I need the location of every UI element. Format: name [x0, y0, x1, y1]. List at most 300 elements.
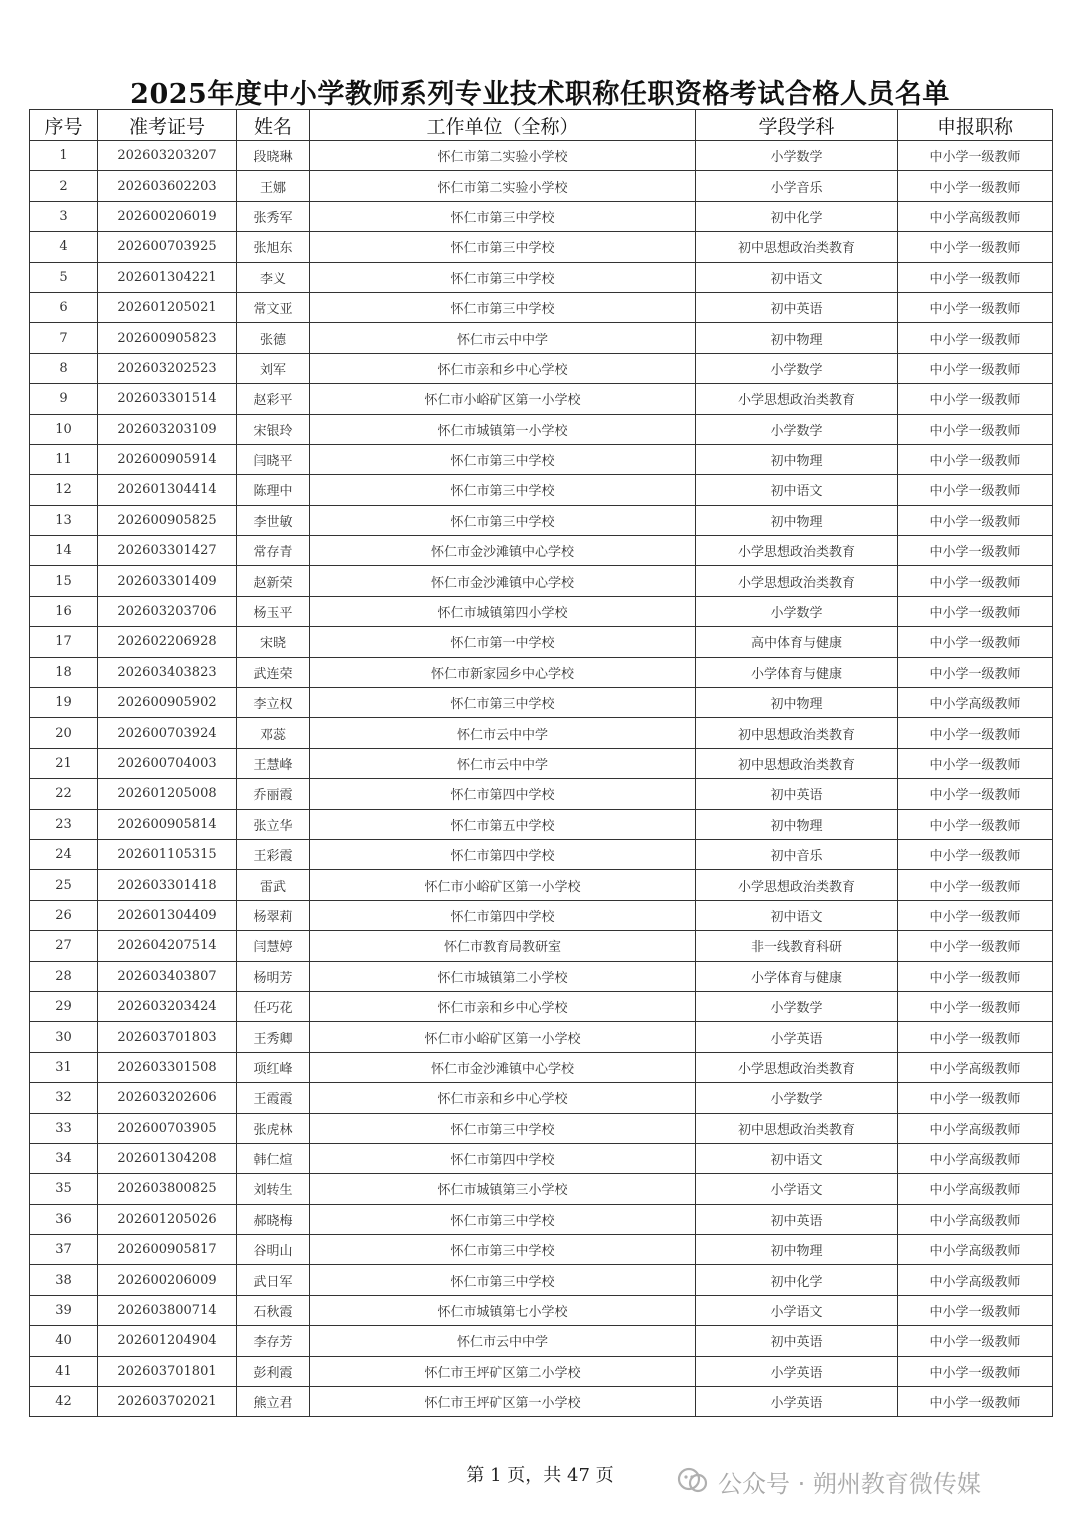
- cell-subject: 初中英语: [696, 292, 898, 322]
- table-row: [30, 839, 1053, 869]
- cell-work-unit: 怀仁市第三中学校: [310, 688, 696, 718]
- cell-work-unit: 怀仁市第四中学校: [310, 900, 696, 930]
- cell-name: 赵新荣: [237, 566, 310, 596]
- cell-ticket-number: 202603602203: [98, 171, 237, 201]
- cell-ticket-number: 202603701801: [98, 1356, 237, 1386]
- cell-subject: 初中英语: [696, 779, 898, 809]
- cell-subject: 初中思想政治类教育: [696, 1113, 898, 1143]
- cell-index: 14: [30, 536, 98, 566]
- cell-index: 38: [30, 1265, 98, 1295]
- cell-name: 赵彩平: [237, 384, 310, 414]
- cell-title-applied: 中小学一级教师: [898, 961, 1053, 991]
- cell-subject: 小学数学: [696, 1083, 898, 1113]
- cell-name: 谷明山: [237, 1235, 310, 1265]
- cell-name: 张立华: [237, 809, 310, 839]
- cell-index: 11: [30, 444, 98, 474]
- table-row: [30, 414, 1053, 444]
- cell-name: 张虎林: [237, 1113, 310, 1143]
- cell-index: 41: [30, 1356, 98, 1386]
- cell-ticket-number: 202603203706: [98, 596, 237, 626]
- cell-index: 35: [30, 1174, 98, 1204]
- cell-subject: 小学英语: [696, 1356, 898, 1386]
- cell-index: 33: [30, 1113, 98, 1143]
- cell-name: 雷武: [237, 870, 310, 900]
- cell-subject: 高中体育与健康: [696, 627, 898, 657]
- cell-ticket-number: 202603203424: [98, 991, 237, 1021]
- cell-work-unit: 怀仁市城镇第四小学校: [310, 596, 696, 626]
- table-row: [30, 991, 1053, 1021]
- cell-index: 27: [30, 931, 98, 961]
- header-subject: 学段学科: [696, 110, 898, 141]
- cell-title-applied: 中小学一级教师: [898, 779, 1053, 809]
- cell-ticket-number: 202603301508: [98, 1052, 237, 1082]
- cell-ticket-number: 202601205026: [98, 1204, 237, 1234]
- cell-title-applied: 中小学一级教师: [898, 323, 1053, 353]
- cell-subject: 初中物理: [696, 809, 898, 839]
- cell-name: 杨玉平: [237, 596, 310, 626]
- header-work-unit: 工作单位（全称）: [310, 110, 696, 141]
- cell-title-applied: 中小学一级教师: [898, 1083, 1053, 1113]
- page-number: 第 1 页，共 47 页: [466, 1465, 614, 1486]
- cell-ticket-number: 202600905823: [98, 323, 237, 353]
- table-row: [30, 201, 1053, 231]
- cell-title-applied: 中小学一级教师: [898, 505, 1053, 535]
- cell-name: 杨明芳: [237, 961, 310, 991]
- cell-work-unit: 怀仁市第三中学校: [310, 201, 696, 231]
- cell-title-applied: 中小学高级教师: [898, 1235, 1053, 1265]
- cell-work-unit: 怀仁市王坪矿区第一小学校: [310, 1387, 696, 1417]
- cell-index: 39: [30, 1295, 98, 1325]
- cell-title-applied: 中小学一级教师: [898, 444, 1053, 474]
- cell-subject: 小学数学: [696, 596, 898, 626]
- cell-name: 韩仁煊: [237, 1143, 310, 1173]
- cell-subject: 小学语文: [696, 1174, 898, 1204]
- cell-index: 25: [30, 870, 98, 900]
- cell-name: 邓蕊: [237, 718, 310, 748]
- cell-ticket-number: 202600905825: [98, 505, 237, 535]
- cell-subject: 小学数学: [696, 141, 898, 171]
- cell-ticket-number: 202600206019: [98, 201, 237, 231]
- table-row: [30, 870, 1053, 900]
- cell-name: 李世敏: [237, 505, 310, 535]
- qualified-staff-table: [29, 109, 1053, 1417]
- cell-title-applied: 中小学一级教师: [898, 384, 1053, 414]
- cell-work-unit: 怀仁市云中中学: [310, 323, 696, 353]
- cell-work-unit: 怀仁市新家园乡中心学校: [310, 657, 696, 687]
- cell-index: 15: [30, 566, 98, 596]
- cell-work-unit: 怀仁市云中中学: [310, 748, 696, 778]
- table-row: [30, 323, 1053, 353]
- cell-ticket-number: 202600704003: [98, 748, 237, 778]
- table-row: [30, 353, 1053, 383]
- cell-name: 张秀军: [237, 201, 310, 231]
- cell-subject: 初中语文: [696, 475, 898, 505]
- table-row: [30, 384, 1053, 414]
- cell-name: 王秀卿: [237, 1022, 310, 1052]
- cell-title-applied: 中小学一级教师: [898, 414, 1053, 444]
- cell-ticket-number: 202603301409: [98, 566, 237, 596]
- cell-index: 26: [30, 900, 98, 930]
- cell-title-applied: 中小学一级教师: [898, 1022, 1053, 1052]
- cell-subject: 小学英语: [696, 1022, 898, 1052]
- cell-title-applied: 中小学一级教师: [898, 475, 1053, 505]
- cell-subject: 初中物理: [696, 323, 898, 353]
- cell-index: 23: [30, 809, 98, 839]
- cell-work-unit: 怀仁市第三中学校: [310, 1265, 696, 1295]
- cell-title-applied: 中小学高级教师: [898, 1113, 1053, 1143]
- cell-title-applied: 中小学高级教师: [898, 1174, 1053, 1204]
- table-row: [30, 1204, 1053, 1234]
- cell-title-applied: 中小学一级教师: [898, 1326, 1053, 1356]
- cell-title-applied: 中小学高级教师: [898, 1265, 1053, 1295]
- cell-ticket-number: 202603203109: [98, 414, 237, 444]
- wechat-official-account-icon: [676, 1467, 710, 1495]
- cell-work-unit: 怀仁市第二实验小学校: [310, 171, 696, 201]
- cell-title-applied: 中小学一级教师: [898, 870, 1053, 900]
- cell-ticket-number: 202600703925: [98, 232, 237, 262]
- cell-ticket-number: 202600703905: [98, 1113, 237, 1143]
- cell-name: 彭利霞: [237, 1356, 310, 1386]
- cell-title-applied: 中小学一级教师: [898, 141, 1053, 171]
- cell-index: 34: [30, 1143, 98, 1173]
- cell-index: 36: [30, 1204, 98, 1234]
- cell-ticket-number: 202603403807: [98, 961, 237, 991]
- cell-subject: 初中物理: [696, 444, 898, 474]
- cell-title-applied: 中小学高级教师: [898, 201, 1053, 231]
- cell-ticket-number: 202601204904: [98, 1326, 237, 1356]
- cell-title-applied: 中小学一级教师: [898, 292, 1053, 322]
- cell-ticket-number: 202603202606: [98, 1083, 237, 1113]
- cell-title-applied: 中小学高级教师: [898, 1143, 1053, 1173]
- cell-name: 王霞霞: [237, 1083, 310, 1113]
- cell-index: 2: [30, 171, 98, 201]
- table-row: [30, 1235, 1053, 1265]
- cell-work-unit: 怀仁市第三中学校: [310, 262, 696, 292]
- cell-title-applied: 中小学一级教师: [898, 536, 1053, 566]
- document-title: 2025年度中小学教师系列专业技术职称任职资格考试合格人员名单: [130, 79, 950, 110]
- table-body: [30, 141, 1053, 1417]
- cell-name: 段晓琳: [237, 141, 310, 171]
- table-row: [30, 1174, 1053, 1204]
- cell-name: 刘转生: [237, 1174, 310, 1204]
- cell-index: 5: [30, 262, 98, 292]
- cell-name: 武日军: [237, 1265, 310, 1295]
- cell-index: 4: [30, 232, 98, 262]
- cell-subject: 小学体育与健康: [696, 657, 898, 687]
- cell-work-unit: 怀仁市城镇第二小学校: [310, 961, 696, 991]
- cell-index: 9: [30, 384, 98, 414]
- cell-name: 王彩霞: [237, 839, 310, 869]
- watermark: [676, 1463, 981, 1499]
- table-header-row: [30, 110, 1053, 141]
- cell-title-applied: 中小学一级教师: [898, 809, 1053, 839]
- table-row: [30, 1143, 1053, 1173]
- cell-work-unit: 怀仁市金沙滩镇中心学校: [310, 1052, 696, 1082]
- cell-name: 李立权: [237, 688, 310, 718]
- table-row: [30, 1265, 1053, 1295]
- table-row: [30, 657, 1053, 687]
- cell-ticket-number: 202603202523: [98, 353, 237, 383]
- cell-ticket-number: 202600905914: [98, 444, 237, 474]
- cell-ticket-number: 202603403823: [98, 657, 237, 687]
- header-name: 姓名: [237, 110, 310, 141]
- cell-title-applied: 中小学一级教师: [898, 566, 1053, 596]
- cell-name: 郝晓梅: [237, 1204, 310, 1234]
- cell-ticket-number: 202600703924: [98, 718, 237, 748]
- cell-title-applied: 中小学一级教师: [898, 232, 1053, 262]
- cell-work-unit: 怀仁市小峪矿区第一小学校: [310, 870, 696, 900]
- cell-ticket-number: 202603301514: [98, 384, 237, 414]
- cell-work-unit: 怀仁市城镇第一小学校: [310, 414, 696, 444]
- cell-ticket-number: 202603301418: [98, 870, 237, 900]
- cell-title-applied: 中小学一级教师: [898, 657, 1053, 687]
- cell-work-unit: 怀仁市第三中学校: [310, 475, 696, 505]
- table-row: [30, 1326, 1053, 1356]
- cell-subject: 小学思想政治类教育: [696, 870, 898, 900]
- cell-name: 宋晓: [237, 627, 310, 657]
- watermark-text: 公众号 · 朔州教育微传媒: [718, 1469, 981, 1498]
- cell-title-applied: 中小学一级教师: [898, 1387, 1053, 1417]
- cell-work-unit: 怀仁市金沙滩镇中心学校: [310, 536, 696, 566]
- cell-ticket-number: 202600206009: [98, 1265, 237, 1295]
- cell-title-applied: 中小学一级教师: [898, 839, 1053, 869]
- table-row: [30, 141, 1053, 171]
- cell-work-unit: 怀仁市王坪矿区第二小学校: [310, 1356, 696, 1386]
- cell-ticket-number: 202601304208: [98, 1143, 237, 1173]
- cell-subject: 初中语文: [696, 900, 898, 930]
- cell-index: 40: [30, 1326, 98, 1356]
- cell-index: 29: [30, 991, 98, 1021]
- cell-index: 37: [30, 1235, 98, 1265]
- table-row: [30, 1113, 1053, 1143]
- cell-index: 6: [30, 292, 98, 322]
- cell-name: 宋银玲: [237, 414, 310, 444]
- cell-subject: 初中思想政治类教育: [696, 232, 898, 262]
- cell-work-unit: 怀仁市亲和乡中心学校: [310, 1083, 696, 1113]
- cell-ticket-number: 202601304409: [98, 900, 237, 930]
- cell-work-unit: 怀仁市第三中学校: [310, 292, 696, 322]
- cell-work-unit: 怀仁市第四中学校: [310, 1143, 696, 1173]
- cell-subject: 小学数学: [696, 991, 898, 1021]
- cell-subject: 小学思想政治类教育: [696, 1052, 898, 1082]
- cell-ticket-number: 202603203207: [98, 141, 237, 171]
- cell-title-applied: 中小学一级教师: [898, 991, 1053, 1021]
- cell-work-unit: 怀仁市亲和乡中心学校: [310, 991, 696, 1021]
- cell-title-applied: 中小学一级教师: [898, 748, 1053, 778]
- cell-subject: 初中英语: [696, 1326, 898, 1356]
- cell-index: 17: [30, 627, 98, 657]
- table-row: [30, 688, 1053, 718]
- cell-subject: 初中物理: [696, 1235, 898, 1265]
- table-row: [30, 475, 1053, 505]
- table-row: [30, 1356, 1053, 1386]
- cell-subject: 初中思想政治类教育: [696, 718, 898, 748]
- cell-index: 18: [30, 657, 98, 687]
- cell-work-unit: 怀仁市城镇第三小学校: [310, 1174, 696, 1204]
- cell-work-unit: 怀仁市云中中学: [310, 1326, 696, 1356]
- cell-work-unit: 怀仁市云中中学: [310, 718, 696, 748]
- cell-work-unit: 怀仁市第三中学校: [310, 232, 696, 262]
- cell-subject: 初中物理: [696, 505, 898, 535]
- cell-name: 武连荣: [237, 657, 310, 687]
- cell-ticket-number: 202601105315: [98, 839, 237, 869]
- cell-name: 闫慧婷: [237, 931, 310, 961]
- cell-title-applied: 中小学高级教师: [898, 1204, 1053, 1234]
- cell-subject: 小学英语: [696, 1387, 898, 1417]
- table-row: [30, 779, 1053, 809]
- cell-name: 李存芳: [237, 1326, 310, 1356]
- cell-work-unit: 怀仁市第四中学校: [310, 779, 696, 809]
- cell-subject: 小学思想政治类教育: [696, 566, 898, 596]
- cell-index: 31: [30, 1052, 98, 1082]
- cell-subject: 初中化学: [696, 201, 898, 231]
- cell-name: 项红峰: [237, 1052, 310, 1082]
- cell-name: 李义: [237, 262, 310, 292]
- cell-subject: 小学思想政治类教育: [696, 536, 898, 566]
- cell-index: 1: [30, 141, 98, 171]
- cell-name: 王娜: [237, 171, 310, 201]
- cell-subject: 初中语文: [696, 262, 898, 292]
- cell-title-applied: 中小学一级教师: [898, 931, 1053, 961]
- cell-work-unit: 怀仁市城镇第七小学校: [310, 1295, 696, 1325]
- table-row: [30, 566, 1053, 596]
- cell-ticket-number: 202600905814: [98, 809, 237, 839]
- cell-ticket-number: 202602206928: [98, 627, 237, 657]
- header-ticket-number: 准考证号: [98, 110, 237, 141]
- cell-index: 24: [30, 839, 98, 869]
- cell-work-unit: 怀仁市第一中学校: [310, 627, 696, 657]
- cell-subject: 小学数学: [696, 353, 898, 383]
- table-row: [30, 536, 1053, 566]
- cell-title-applied: 中小学一级教师: [898, 1295, 1053, 1325]
- cell-subject: 小学语文: [696, 1295, 898, 1325]
- cell-subject: 初中音乐: [696, 839, 898, 869]
- cell-index: 42: [30, 1387, 98, 1417]
- cell-name: 常存青: [237, 536, 310, 566]
- cell-name: 石秋霞: [237, 1295, 310, 1325]
- cell-ticket-number: 202601304414: [98, 475, 237, 505]
- table-row: [30, 931, 1053, 961]
- table-row: [30, 444, 1053, 474]
- cell-subject: 初中语文: [696, 1143, 898, 1173]
- cell-work-unit: 怀仁市第三中学校: [310, 505, 696, 535]
- cell-ticket-number: 202603800825: [98, 1174, 237, 1204]
- cell-index: 7: [30, 323, 98, 353]
- table-row: [30, 1387, 1053, 1417]
- table-row: [30, 718, 1053, 748]
- cell-ticket-number: 202604207514: [98, 931, 237, 961]
- cell-work-unit: 怀仁市第三中学校: [310, 444, 696, 474]
- cell-title-applied: 中小学高级教师: [898, 688, 1053, 718]
- cell-work-unit: 怀仁市教育局教研室: [310, 931, 696, 961]
- cell-ticket-number: 202601205008: [98, 779, 237, 809]
- header-title-applied: 申报职称: [898, 110, 1053, 141]
- table-row: [30, 262, 1053, 292]
- cell-index: 13: [30, 505, 98, 535]
- cell-work-unit: 怀仁市小峪矿区第一小学校: [310, 1022, 696, 1052]
- header-index: 序号: [30, 110, 98, 141]
- cell-index: 3: [30, 201, 98, 231]
- table-row: [30, 809, 1053, 839]
- cell-ticket-number: 202603800714: [98, 1295, 237, 1325]
- cell-title-applied: 中小学一级教师: [898, 171, 1053, 201]
- cell-ticket-number: 202601304221: [98, 262, 237, 292]
- cell-title-applied: 中小学一级教师: [898, 718, 1053, 748]
- table-row: [30, 596, 1053, 626]
- cell-subject: 初中物理: [696, 688, 898, 718]
- cell-subject: 小学数学: [696, 414, 898, 444]
- cell-name: 闫晓平: [237, 444, 310, 474]
- cell-title-applied: 中小学一级教师: [898, 900, 1053, 930]
- cell-index: 20: [30, 718, 98, 748]
- cell-ticket-number: 202603301427: [98, 536, 237, 566]
- table-row: [30, 961, 1053, 991]
- cell-subject: 非一线教育科研: [696, 931, 898, 961]
- cell-index: 28: [30, 961, 98, 991]
- cell-name: 熊立君: [237, 1387, 310, 1417]
- table-row: [30, 1052, 1053, 1082]
- table-row: [30, 1083, 1053, 1113]
- cell-name: 陈理中: [237, 475, 310, 505]
- cell-name: 张旭东: [237, 232, 310, 262]
- table-row: [30, 171, 1053, 201]
- cell-subject: 小学思想政治类教育: [696, 384, 898, 414]
- cell-work-unit: 怀仁市亲和乡中心学校: [310, 353, 696, 383]
- cell-index: 8: [30, 353, 98, 383]
- cell-work-unit: 怀仁市第四中学校: [310, 839, 696, 869]
- table-row: [30, 505, 1053, 535]
- cell-ticket-number: 202600905902: [98, 688, 237, 718]
- cell-work-unit: 怀仁市第三中学校: [310, 1113, 696, 1143]
- cell-name: 常文亚: [237, 292, 310, 322]
- cell-work-unit: 怀仁市第二实验小学校: [310, 141, 696, 171]
- cell-index: 32: [30, 1083, 98, 1113]
- table-row: [30, 627, 1053, 657]
- cell-subject: 初中化学: [696, 1265, 898, 1295]
- cell-work-unit: 怀仁市金沙滩镇中心学校: [310, 566, 696, 596]
- cell-name: 乔丽霞: [237, 779, 310, 809]
- cell-index: 19: [30, 688, 98, 718]
- cell-subject: 小学音乐: [696, 171, 898, 201]
- cell-index: 16: [30, 596, 98, 626]
- cell-subject: 初中思想政治类教育: [696, 748, 898, 778]
- table-row: [30, 1022, 1053, 1052]
- cell-title-applied: 中小学一级教师: [898, 627, 1053, 657]
- table-row: [30, 900, 1053, 930]
- cell-ticket-number: 202603701803: [98, 1022, 237, 1052]
- table-row: [30, 748, 1053, 778]
- cell-work-unit: 怀仁市小峪矿区第一小学校: [310, 384, 696, 414]
- table-row: [30, 232, 1053, 262]
- cell-name: 杨翠莉: [237, 900, 310, 930]
- cell-title-applied: 中小学一级教师: [898, 262, 1053, 292]
- cell-work-unit: 怀仁市第三中学校: [310, 1235, 696, 1265]
- cell-title-applied: 中小学一级教师: [898, 596, 1053, 626]
- table-row: [30, 1295, 1053, 1325]
- cell-index: 21: [30, 748, 98, 778]
- cell-ticket-number: 202600905817: [98, 1235, 237, 1265]
- cell-name: 王慧峰: [237, 748, 310, 778]
- cell-name: 刘军: [237, 353, 310, 383]
- cell-name: 张德: [237, 323, 310, 353]
- cell-index: 10: [30, 414, 98, 444]
- cell-ticket-number: 202601205021: [98, 292, 237, 322]
- cell-ticket-number: 202603702021: [98, 1387, 237, 1417]
- table-row: [30, 292, 1053, 322]
- cell-index: 12: [30, 475, 98, 505]
- cell-work-unit: 怀仁市第三中学校: [310, 1204, 696, 1234]
- cell-index: 22: [30, 779, 98, 809]
